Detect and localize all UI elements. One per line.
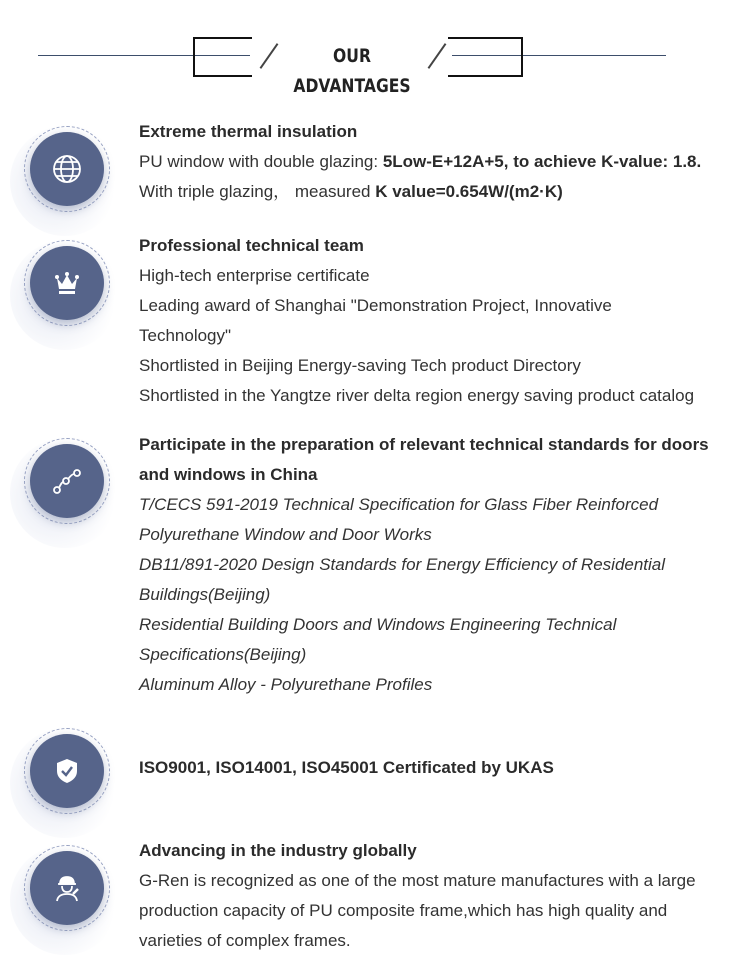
- advantage-line: Shortlisted in the Yangtze river delta region energy saving product catalog: [139, 386, 695, 405]
- advantage-title: Professional technical team: [139, 236, 364, 255]
- advantage-title: Extreme thermal insulation: [139, 122, 358, 141]
- engineer-icon: [51, 872, 83, 904]
- advantage-team: [139, 231, 742, 411]
- advantage-icon-badge: [24, 438, 110, 524]
- section-title: OUR ADVANTAGES: [293, 45, 411, 97]
- advantage-global: [139, 836, 742, 956]
- advantage-standards: [139, 430, 742, 700]
- advantage-line: Residential Building Doors and Windows Engineering Technical Specifications(Beijing): [139, 615, 617, 664]
- shield-check-icon: [51, 755, 83, 787]
- advantage-line: Shortlisted in Beijing Energy-saving Tech product Directory: [139, 356, 581, 375]
- advantage-line: High-tech enterprise certificate: [139, 266, 370, 285]
- advantage-line: DB11/891-2020 Design Standards for Energy Efficiency of Residential Buildings(Beijing): [139, 555, 666, 604]
- advantage-thermal: [139, 117, 742, 207]
- advantage-icon-badge: [24, 126, 110, 212]
- advantage-title: Advancing in the industry globally: [139, 841, 417, 860]
- advantage-icon-badge: [24, 240, 110, 326]
- globe-icon: [51, 153, 83, 185]
- advantage-text: G-Ren is recognized as one of the most mature manufactures with a large production capacity of PU composite frame,which has high quality and varieties of complex frames.: [139, 871, 696, 950]
- crown-icon: [51, 267, 83, 299]
- advantage-line: Leading award of Shanghai "Demonstration Project, Innovative Technology": [139, 296, 612, 345]
- advantage-line: T/CECS 591-2019 Technical Specification for Glass Fiber Reinforced Polyurethane Window and Door Works: [139, 495, 659, 544]
- advantage-line: With triple glazing， measured K value=0.654W/(m2·K): [139, 182, 563, 201]
- advantage-line: Aluminum Alloy - Polyurethane Profiles: [139, 675, 433, 694]
- advantage-title: Participate in the preparation of relevant technical standards for doors and windows in China: [139, 435, 709, 484]
- advantage-icon-badge: [24, 728, 110, 814]
- route-icon: [51, 465, 83, 497]
- advantage-title: ISO9001, ISO14001, ISO45001 Certificated by UKAS: [139, 758, 554, 777]
- advantage-iso: [139, 753, 742, 783]
- advantage-line: PU window with double glazing: 5Low-E+12A+5, to achieve K-value: 1.8.: [139, 152, 702, 171]
- advantage-icon-badge: [24, 845, 110, 931]
